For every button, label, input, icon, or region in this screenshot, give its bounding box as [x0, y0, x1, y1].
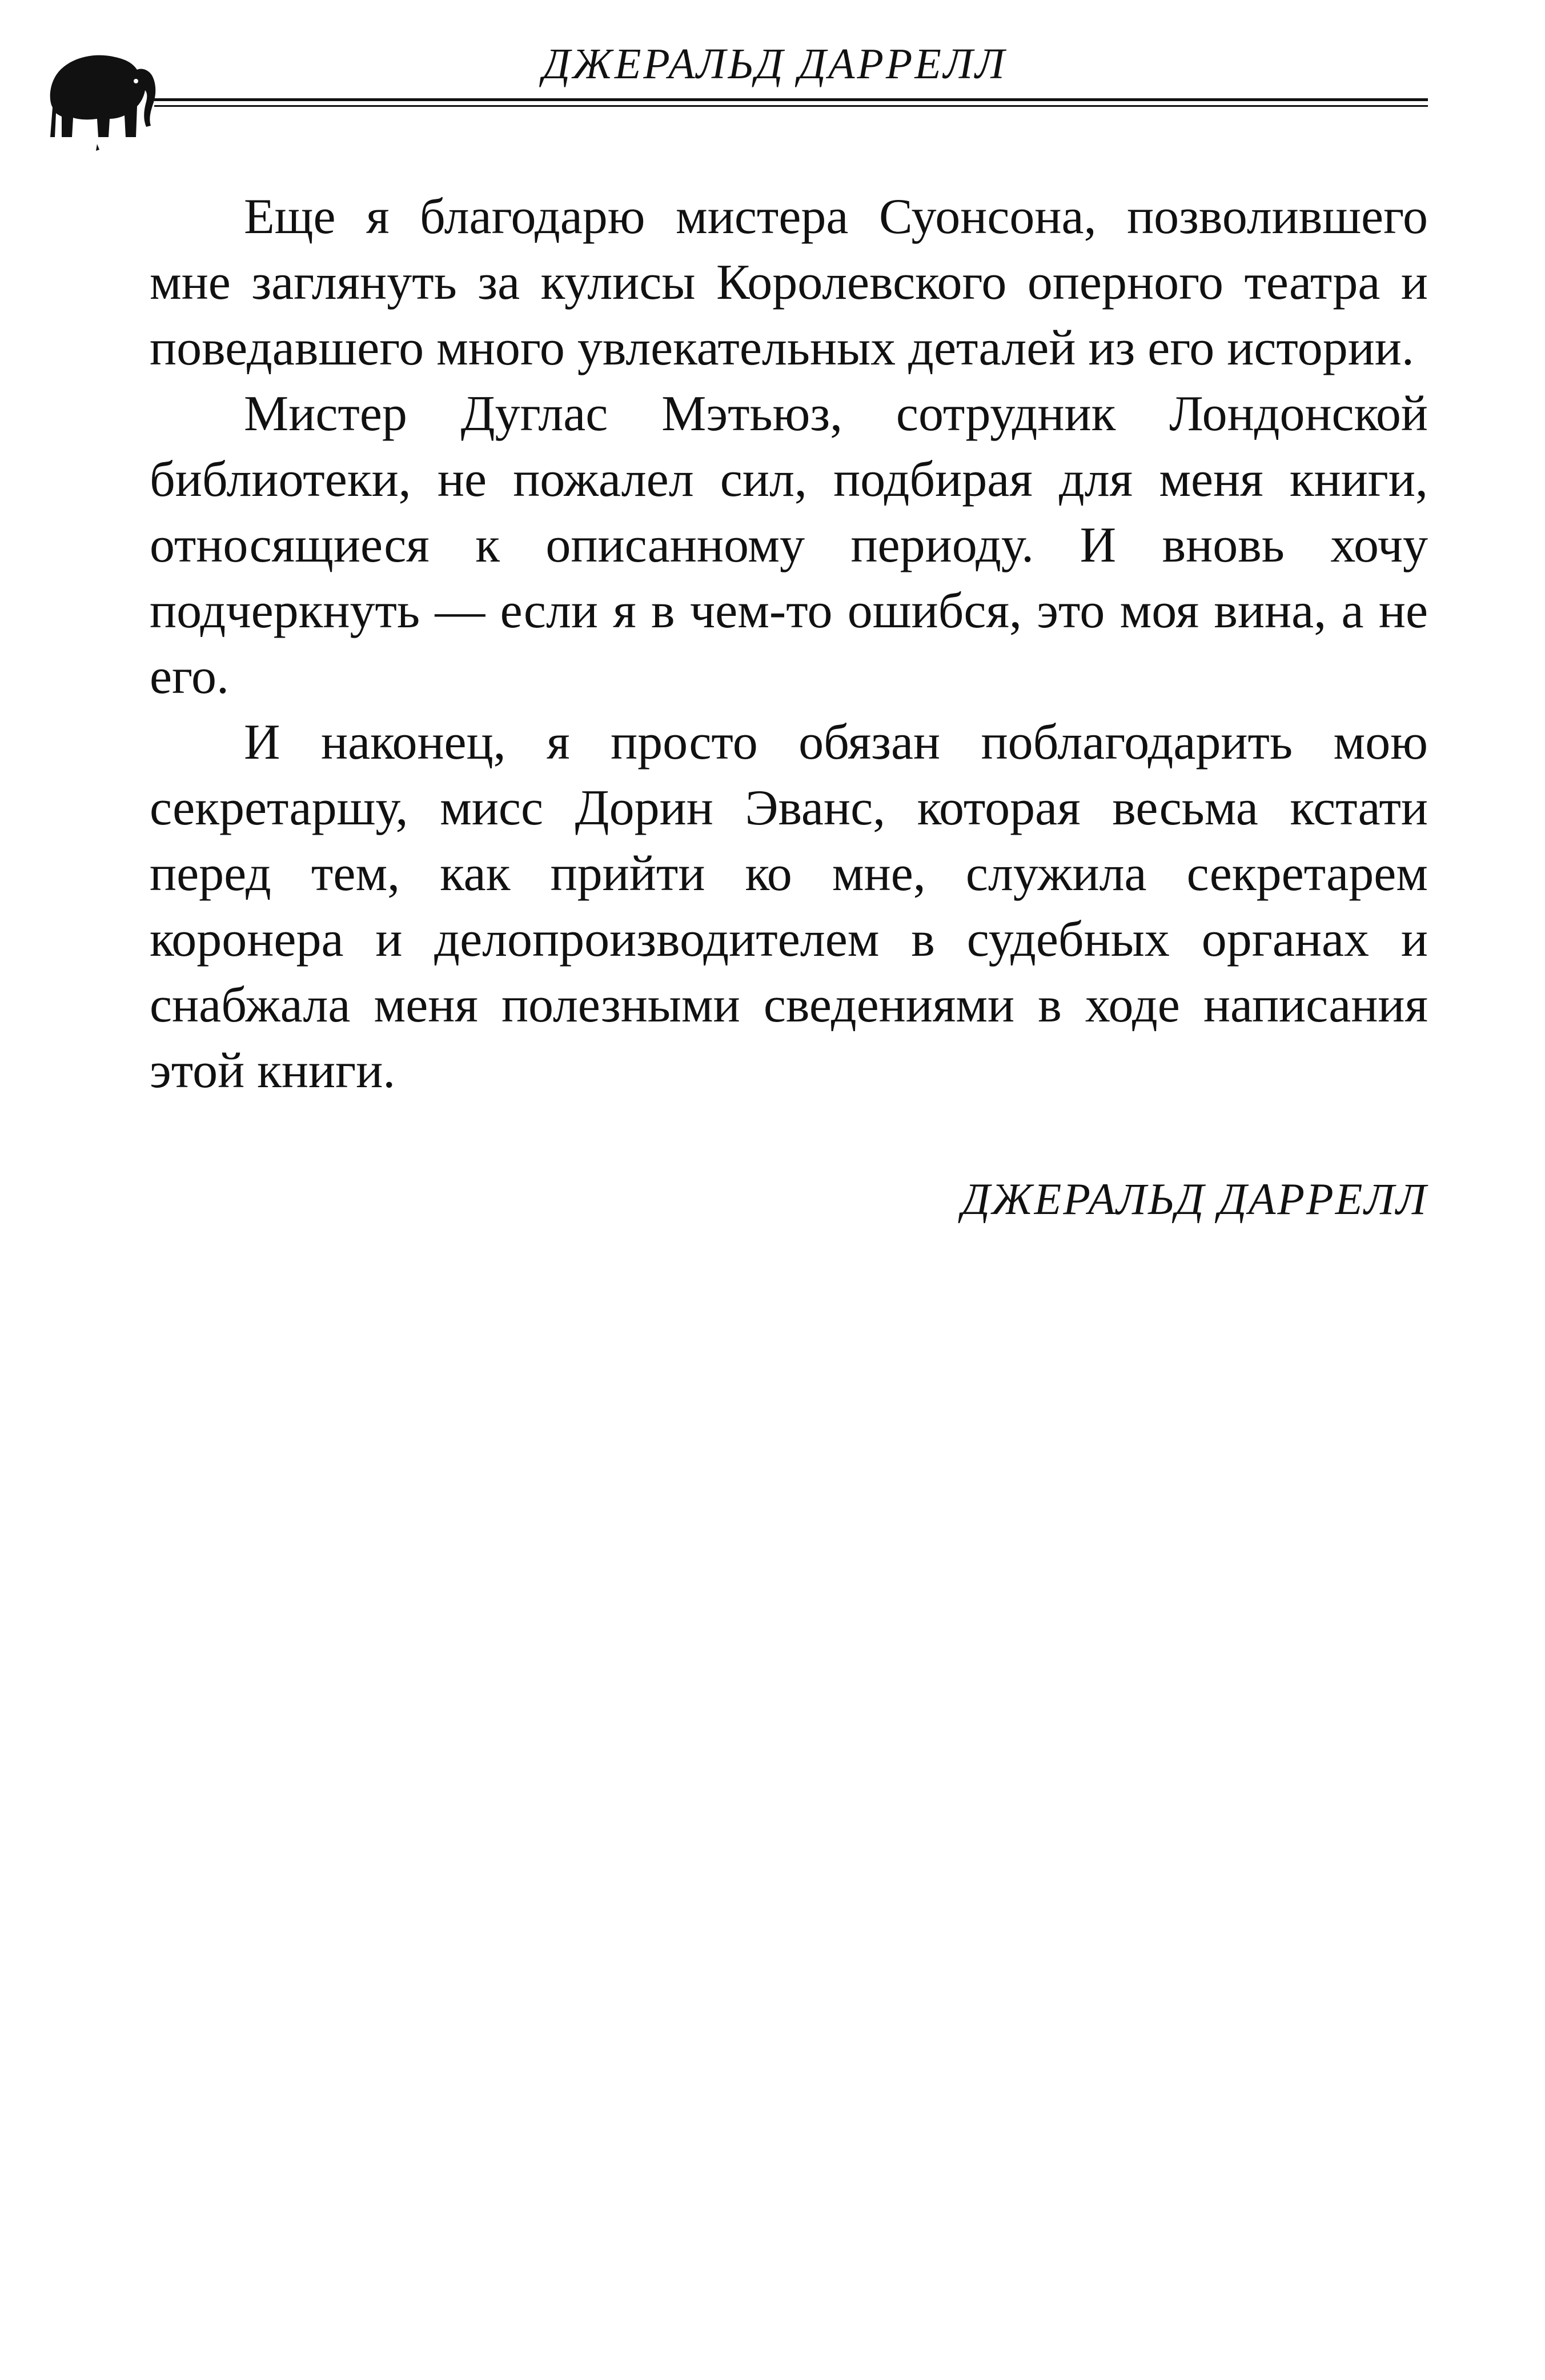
- elephant-icon: [40, 40, 163, 154]
- header-double-rule: [154, 98, 1428, 111]
- paragraph-1: Еще я благодарю мистера Суонсона, позволившего мне заглянуть за кулисы Королевского оперного театра и поведавшего много увлекательных деталей из его истории.: [150, 189, 1428, 376]
- main-text: [150, 184, 1428, 1104]
- author-signature: ДЖЕРАЛЬД ДАРРЕЛЛ: [961, 1174, 1428, 1224]
- page-header: [40, 34, 1428, 149]
- paragraph-3: И наконец, я просто обязан поблагодарить мою секретаршу, мисс Дорин Эванс, которая весьма кстати перед тем, как прийти ко мне, служила секретарем коронера и делопроизводителем в судебных органах и снабжала меня полезными сведениями в ходе написания этой книги.: [150, 715, 1428, 1099]
- running-title: ДЖЕРАЛЬД ДАРРЕЛЛ: [543, 40, 1007, 88]
- paragraph-2: Мистер Дуглас Мэтьюз, сотрудник Лондонской библиотеки, не пожалел сил, подбирая для меня книги, относящиеся к описанному периоду. И вновь хочу подчеркнуть — если я в чем-то ошибся, это моя вина, а не его.: [150, 386, 1428, 704]
